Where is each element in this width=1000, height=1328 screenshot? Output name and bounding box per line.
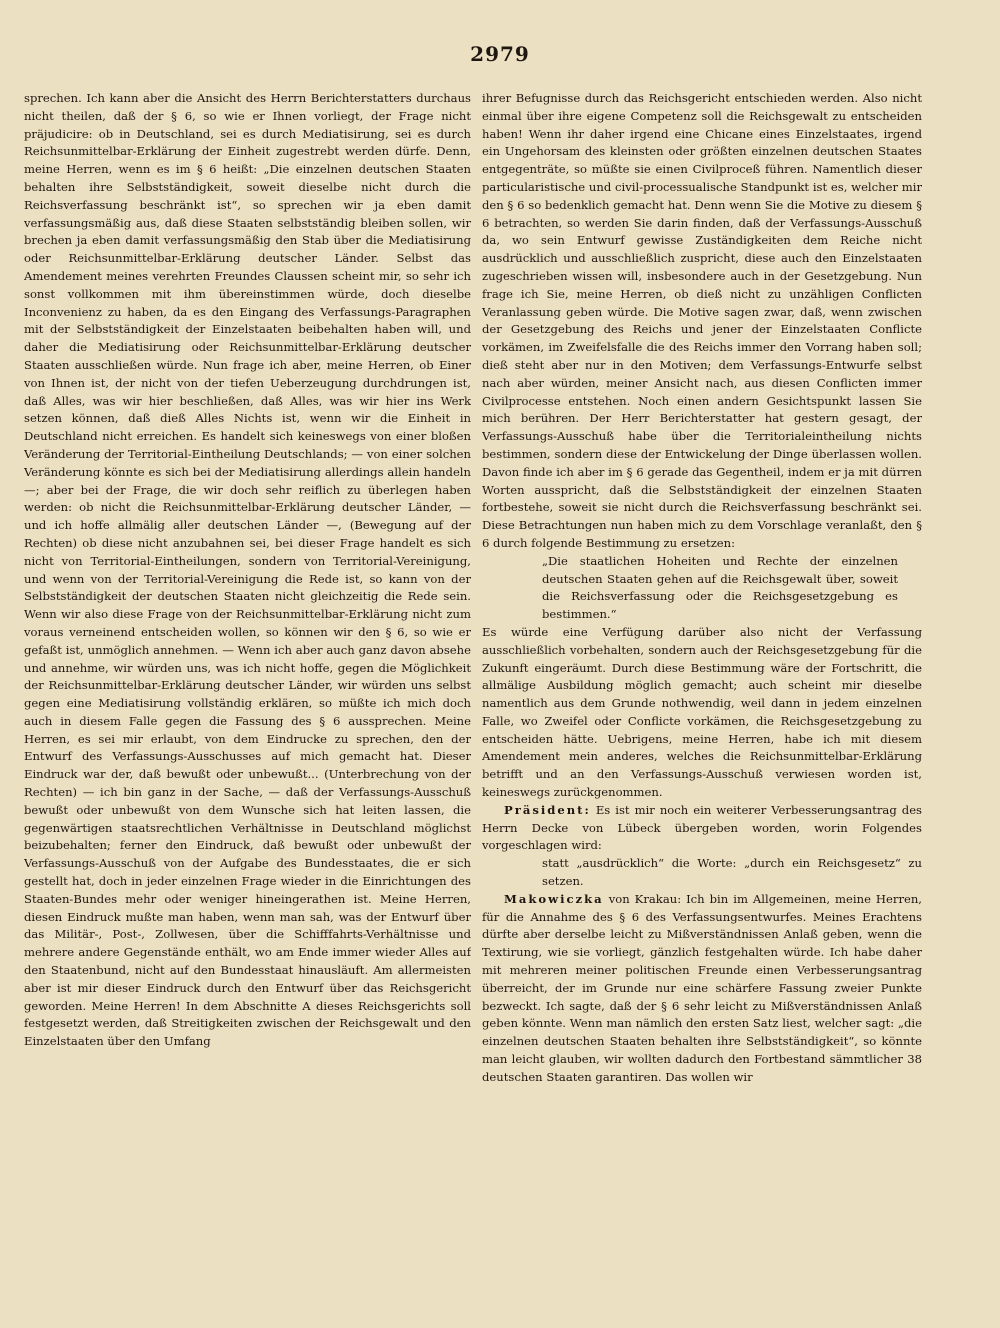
right-paragraph-2: Es würde eine Verfügung darüber also nicht der Verfassung ausschließlich vorbehalten, sondern auch der Reichsgesetzgebung für die Zukunft eingeräumt. Durch diese Bestimmung wäre der Fortschritt, die allmälige Ausbildung möglich gemacht; auch scheint mir dieselbe namentlich aus dem Grunde nothwendig, weil dann in jedem einzelnen Falle, wo Zweifel oder Conflicte vorkämen, die Reichsgesetzgebung zu entscheiden hätte. Uebrigens, meine Herren, habe ich mit diesem Amendement mein anderes, welches die Reichsunmittelbar-Erklärung betrifft und an den Verfassungs-Ausschuß verwiesen worden ist, keineswegs zurückgenommen. xyxy=(482,624,922,800)
president-statement xyxy=(482,802,922,855)
amendment-proposal: statt „ausdrücklich“ die Worte: „durch ein Reichsgesetz“ zu setzen. xyxy=(542,856,922,889)
speaker-makowiczka: Makowiczka xyxy=(504,891,604,906)
makowiczka-statement xyxy=(482,891,922,1087)
right-paragraph-1: ihrer Befugnisse durch das Reichsgericht entschieden werden. Also nicht einmal über ihre eigene Competenz soll die Reichsgewalt zu entscheiden haben! Wenn ihr daher irgend eine Chicane eines Einzelstaates, irgend ein Ungehorsam des kleinsten oder größten einzelnen deutschen Staates entgegenträte, so müßte sie einen Civilproceß führen. Namentlich dieser particularistische und civil-processualische Standpunkt ist es, welcher mir den § 6 so bedenklich gemacht hat. Denn wenn Sie die Motive zu diesem § 6 betrachten, so werden Sie darin finden, daß der Verfassungs-Ausschuß da, wo sein Entwurf gewisse Zuständigkeiten dem Reiche nicht ausdrücklich und ausschließlich zuspricht, diese auch den Einzelstaaten zugeschrieben wissen will, insbesondere auch in der Gesetzgebung. Nun frage ich Sie, meine Herren, ob dieß nicht zu unzähligen Conflicten Veranlassung geben würde. Die Motive sagen zwar, daß, wenn zwischen der Gesetzgebung des Reichs und jener der Einzelstaaten Conflicte vorkämen, im Zweifelsfalle die des Reichs immer den Vorrang haben soll; dieß steht aber nur in den Motiven; dem Verfassungs-Entwurfe selbst nach aber würden, meiner Ansicht nach, aus diesen Conflicten immer Civilprocesse entstehen. Noch einen andern Gesichtspunkt lassen Sie mich berühren. Der Herr Berichterstatter hat gestern gesagt, der Verfassungs-Ausschuß habe über die Territorialeintheilung nichts bestimmen, sondern diese der Entwickelung der Dinge überlassen wollen. Davon finde ich aber im § 6 gerade das Gegentheil, indem er ja mit dürren Worten ausspricht, daß die Selbstständigkeit der einzelnen Staaten fortbestehe, soweit sie nicht durch die Reichsverfassung beschränkt sei. Diese Betrachtungen nun haben mich zu dem Vorschlage veranlaßt, den § 6 durch folgende Bestimmung zu ersetzen: xyxy=(482,91,922,550)
left-column xyxy=(24,90,471,1308)
speaker-president: Präsident: xyxy=(504,802,591,817)
left-paragraph: sprechen. Ich kann aber die Ansicht des Herrn Berichterstatters durchaus nicht theilen, daß der § 6, so wie er Ihnen vorliegt, der Frage nicht präjudicire: ob in Deutschland, sei es durch Mediatisirung, sei es durch Reichsunmittelbar-Erklärung der Einheit zugestrebt werden dürfe. Denn, meine Herren, wenn es im § 6 heißt: „Die einzelnen deutschen Staaten behalten ihre Selbstständigkeit, soweit dieselbe nicht durch die Reichsverfassung beschränkt ist“, so sprechen wir ja eben damit verfassungsmäßig aus, daß diese Staaten selbstständig bleiben sollen, wir brechen ja eben damit verfassungsmäßig den Stab über die Mediatisirung oder Reichsunmittelbar-Erklärung deutscher Länder. Selbst das Amendement meines verehrten Freundes Claussen scheint mir, so sehr ich sonst vollkommen mit ihm übereinstimmen würde, doch dieselbe Inconvenienz zu haben, da es den Eingang des Verfassungs-Paragraphen mit der Selbstständigkeit der Einzelstaaten beibehalten haben will, und daher die Mediatisirung oder Reichsunmittelbar-Erklärung deutscher Staaten ausschließen würde. Nun frage ich aber, meine Herren, ob Einer von Ihnen ist, der nicht von der tiefen Ueberzeugung durchdrungen ist, daß Alles, was wir hier beschließen, daß Alles, was wir hier ins Werk setzen können, daß dieß Alles Nichts ist, wenn wir die Einheit in Deutschland nicht erreichen. Es handelt sich keineswegs von einer bloßen Veränderung der Territorial-Eintheilung Deutschlands; — von einer solchen Veränderung könnte es sich bei der Mediatisirung allerdings allein handeln —; aber bei der Frage, die wir doch sehr reiflich zu überlegen haben werden: ob nicht die Reichsunmittelbar-Erklärung deutscher Länder, — und ich hoffe allmälig aller deutschen Länder —, (Bewegung auf der Rechten) ob diese nicht anzubahnen sei, bei dieser Frage handelt es sich nicht von Territorial-Eintheilungen, sondern von Territorial-Vereinigung, und wenn von der Territorial-Vereinigung die Rede ist, so kann von der Selbstständigkeit der deutschen Staaten nicht gleichzeitig die Rede sein. Wenn wir also diese Frage von der Reichsunmittelbar-Erklärung nicht zum voraus verneinend entscheiden wollen, so können wir den § 6, so wie er gefaßt ist, unmöglich annehmen. — Wenn ich aber auch ganz davon absehe und annehme, wir würden uns, was ich nicht hoffe, gegen die Möglichkeit der Reichsunmittelbar-Erklärung deutscher Länder, wir würden uns selbst gegen eine Mediatisirung vollständig erklären, so müßte ich mich doch auch in diesem Falle gegen die Fassung des § 6 aussprechen. Meine Herren, es sei mir erlaubt, von dem Eindrucke zu sprechen, den der Entwurf des Verfassungs-Ausschusses auf mich gemacht hat. Dieser Eindruck war der, daß bewußt oder unbewußt... (Unterbrechung von der Rechten) — ich bin ganz in der Sache, — daß der Verfassungs-Ausschuß bewußt oder unbewußt von dem Wunsche sich hat leiten lassen, die gegenwärtigen staatsrechtlichen Verhältnisse in Deutschland möglichst beizubehalten; ferner den Eindruck, daß bewußt oder unbewußt der Verfassungs-Ausschuß von der Aufgabe des Bundesstaates, die er sich gestellt hat, doch in jeder einzelnen Frage wieder in die Einrichtungen des Staaten-Bundes mehr oder weniger hineingerathen ist. Meine Herren, diesen Eindruck mußte man haben, wenn man sah, was der Entwurf über das Militär-, Post-, Zollwesen, über die Schifffahrts-Verhältnisse und mehrere andere Gegenstände enthält, wo am Ende immer wieder Alles auf den Staatenbund, nicht auf den Bundesstaat hinausläuft. Am allermeisten aber ist mir dieser Eindruck durch den Entwurf über das Reichsgericht geworden. Meine Herren! In dem Abschnitte A dieses Reichsgerichts soll festgesetzt werden, daß Streitigkeiten zwischen der Reichsgewalt und den Einzelstaaten über den Umfang xyxy=(24,91,471,1049)
page-number: 2979 xyxy=(470,42,530,66)
president-text: Es ist mir noch ein weiterer Verbesserungsantrag des Herrn Decke von Lübeck übergeben worden, worin Folgendes vorgeschlagen wird: xyxy=(482,802,922,853)
amendment-quote: „Die staatlichen Hoheiten und Rechte der einzelnen deutschen Staaten gehen auf die Reichsgewalt über, soweit die Reichsverfassung oder die Reichsgesetzgebung es bestimmen.“ xyxy=(542,553,898,622)
makowiczka-text: von Krakau: Ich bin im Allgemeinen, meine Herren, für die Annahme des § 6 des Verfassungsentwurfes. Meines Erachtens dürfte aber derselbe leicht zu Mißverständnissen Anlaß geben, wenn die Textirung, wie sie vorliegt, gänzlich festgehalten würde. Ich habe daher mit mehreren meiner politischen Freunde einen Verbesserungsantrag überreicht, der im Grunde nur eine schärfere Fassung zweier Punkte bezweckt. Ich sagte, daß der § 6 sehr leicht zu Mißverständnissen Anlaß geben könnte. Wenn man nämlich den ersten Satz liest, welcher sagt: „die einzelnen deutschen Staaten behalten ihre Selbstständigkeit“, so könnte man leicht glauben, wir wollten dadurch den Fortbestand sämmtlicher 38 deutschen Staaten garantiren. Das wollen wir xyxy=(482,891,922,1084)
right-column xyxy=(482,90,922,1308)
